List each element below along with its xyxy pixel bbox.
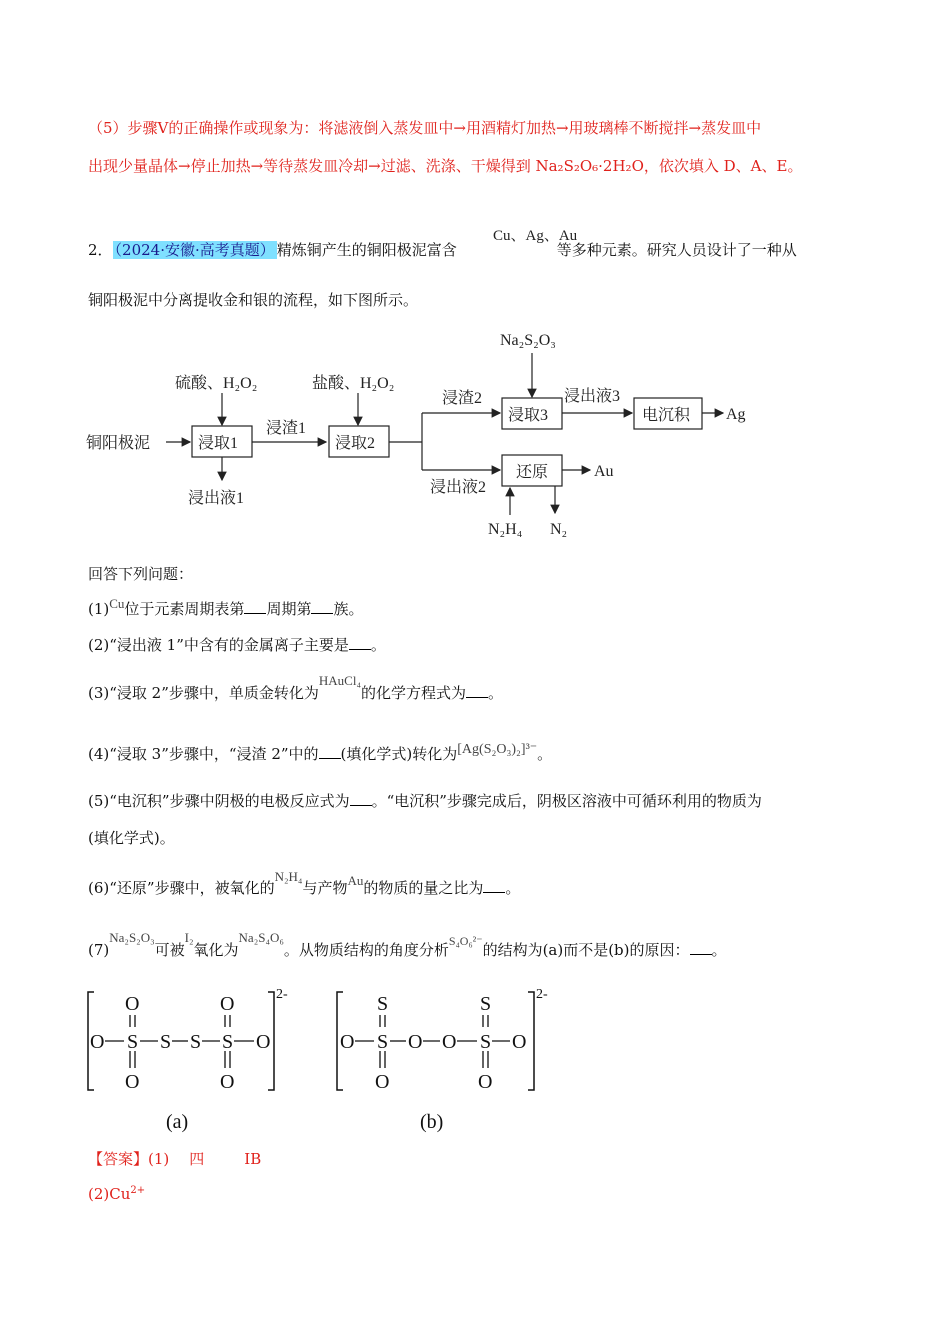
svg-text:S: S <box>222 1031 234 1053</box>
flow-branch-down: 浸出液2 <box>430 479 487 496</box>
q3-formula: HAuCl₄ <box>318 673 361 688</box>
svg-text:O: O <box>375 1071 390 1093</box>
q7-end: 。 <box>711 941 727 959</box>
q1-blank-period[interactable] <box>244 599 266 614</box>
elements-formula: Cu、Ag、Au <box>493 228 578 244</box>
question-7 <box>88 930 727 961</box>
charge-a: 2- <box>276 987 288 1002</box>
svg-text:O: O <box>90 1031 105 1053</box>
answer-1-period: 四 <box>189 1150 205 1168</box>
flow-branch-up: 浸渣2 <box>442 390 483 407</box>
svg-text:O: O <box>125 993 140 1015</box>
step5-line2-prefix: 出现少量晶体→停止加热→等待蒸发皿冷却→过滤、洗涤、干燥得到 <box>88 157 536 175</box>
q4-blank[interactable] <box>319 744 341 759</box>
svg-text:O: O <box>125 1071 140 1093</box>
svg-text:S: S <box>127 1031 139 1053</box>
structure-diagrams <box>80 982 580 1137</box>
svg-text:S: S <box>480 1031 492 1053</box>
q7-text-c: 氧化为 <box>193 941 239 959</box>
q5-text-a: (5)“电沉积”步骤中阴极的电极反应式为 <box>88 792 350 810</box>
flow-box5: 还原 <box>516 464 549 481</box>
question-3 <box>88 673 504 704</box>
answer-2-charge: 2+ <box>130 1185 146 1196</box>
structure-b <box>340 993 526 1093</box>
q1-element: Cu <box>109 596 125 611</box>
answer-2: (2)Cu <box>88 1185 131 1203</box>
step5-formula: Na₂S₂O₆·2H₂O <box>535 157 644 175</box>
questions-header: 回答下列问题： <box>88 565 194 583</box>
q1-text-b: 位于元素周期表第 <box>124 600 245 618</box>
q5-text-b: 。“电沉积”步骤完成后，阴极区溶液中可循环利用的物质为 <box>371 792 762 810</box>
flow-box4: 电沉积 <box>642 407 691 424</box>
step5-line1: （5）步骤Ⅴ的正确操作或现象为：将滤液倒入蒸发皿中→用酒精灯加热→用玻璃棒不断搅拌→蒸发皿中 <box>88 119 762 137</box>
flow-arrow34: 浸出液3 <box>564 388 621 405</box>
svg-text:S: S <box>160 1031 172 1053</box>
q7-text-b: 可被 <box>154 941 185 959</box>
flow-reagent1: 硫酸、H₂O₂ <box>175 375 258 392</box>
flow-product-ag: Ag <box>726 406 746 423</box>
q5-blank-1[interactable] <box>350 791 372 806</box>
step5-line2 <box>88 156 802 176</box>
answer-1-group: ⅠB <box>244 1150 262 1168</box>
charge-b: 2- <box>536 987 548 1002</box>
question-5 <box>88 791 762 811</box>
q4-formula: [Ag(S₂O₃)₂]³⁻ <box>457 742 538 757</box>
svg-text:S: S <box>190 1031 202 1053</box>
flow-box3: 浸取3 <box>508 407 549 424</box>
flow-out1: 浸出液1 <box>188 490 245 507</box>
svg-text:O: O <box>256 1031 271 1053</box>
svg-text:S: S <box>377 993 389 1015</box>
flow-product-au: Au <box>594 463 614 480</box>
q3-blank[interactable] <box>466 683 488 698</box>
q3-text-a: (3)“浸取 2”步骤中，单质金转化为 <box>88 684 319 702</box>
q6-end: 。 <box>505 879 521 897</box>
flow-reagent2: 盐酸、H₂O₂ <box>312 375 395 392</box>
flow-gas5: N₂ <box>550 521 568 538</box>
answer-1-number: (1) <box>148 1150 170 1168</box>
svg-text:S: S <box>480 993 492 1015</box>
svg-text:O: O <box>340 1031 355 1053</box>
q7-formula-1: Na₂S₂O₃ <box>109 930 155 945</box>
q4-text-a: (4)“浸取 3”步骤中，“浸渣 2”中的 <box>88 745 319 763</box>
structure-a <box>90 993 270 1093</box>
q3-end: 。 <box>488 684 504 702</box>
q7-formula-4: S₄O₆²⁻ <box>448 934 483 948</box>
question-number: 2． <box>88 241 113 259</box>
svg-text:O: O <box>220 993 235 1015</box>
svg-text:O: O <box>408 1031 423 1053</box>
q4-text-b: (填化学式)转化为 <box>340 745 458 763</box>
svg-text:O: O <box>220 1071 235 1093</box>
q6-formula-2: Au <box>347 873 364 888</box>
flow-arrow12: 浸渣1 <box>266 420 307 437</box>
q6-blank[interactable] <box>483 878 505 893</box>
svg-text:S: S <box>377 1031 389 1053</box>
q7-blank[interactable] <box>690 940 712 955</box>
flow-box1: 浸取1 <box>198 435 239 452</box>
q6-text-c: 的物质的量之比为 <box>363 879 484 897</box>
answer-label: 【答案】 <box>88 1150 149 1168</box>
flow-start: 铜阳极泥 <box>86 435 151 452</box>
intro-a: 精炼铜产生的铜阳极泥富含 <box>276 241 457 259</box>
step5-line2-suffix: ，依次填入 D、A、E。 <box>643 157 803 175</box>
q1-blank-group[interactable] <box>311 599 333 614</box>
question-4 <box>88 744 552 766</box>
q4-end: 。 <box>537 745 553 763</box>
svg-text:O: O <box>512 1031 527 1053</box>
flow-reagent5: N₂H₄ <box>488 521 523 538</box>
q2-blank[interactable] <box>349 635 371 650</box>
q2-text: (2)“浸出液 1”中含有的金属离子主要是 <box>88 636 349 654</box>
process-flowchart <box>80 325 780 550</box>
question-6 <box>88 869 521 899</box>
flow-reagent3: Na₂S₂O₃ <box>500 332 556 349</box>
q6-formula-1: N₂H₄ <box>274 869 303 884</box>
question2-intro <box>88 240 797 260</box>
q7-number: (7) <box>88 941 110 959</box>
label-a: (a) <box>166 1111 189 1133</box>
question-1 <box>88 596 364 620</box>
svg-text:O: O <box>478 1071 493 1093</box>
intro-line2: 铜阳极泥中分离提收金和银的流程，如下图所示。 <box>88 291 419 309</box>
q5-line2: (填化学式)。 <box>88 829 175 847</box>
label-b: (b) <box>420 1111 444 1133</box>
source-tag[interactable]: （2024·安徽·高考真题） <box>114 241 275 259</box>
flow-box2: 浸取2 <box>335 435 376 452</box>
q1-text-d: 族。 <box>333 600 364 618</box>
q7-text-d: 。从物质结构的角度分析 <box>283 941 449 959</box>
answer-line1 <box>88 1149 261 1169</box>
answer-line2 <box>88 1184 145 1204</box>
question-2 <box>88 635 386 655</box>
q7-formula-3: Na₂S₄O₆ <box>238 930 284 945</box>
q7-text-e: 的结构为(a)而不是(b)的原因： <box>482 941 690 959</box>
intro-b: 等多种元素。研究人员设计了一种从 <box>556 241 797 259</box>
q3-text-b: 的化学方程式为 <box>361 684 467 702</box>
svg-text:O: O <box>442 1031 457 1053</box>
q7-formula-2: I₂ <box>184 930 194 945</box>
q1-text-c: 周期第 <box>266 600 312 618</box>
q2-end: 。 <box>370 636 386 654</box>
q6-text-b: 与产物 <box>302 879 348 897</box>
q6-text-a: (6)“还原”步骤中，被氧化的 <box>88 879 275 897</box>
question-5-line2 <box>88 828 175 848</box>
q1-number: (1) <box>88 600 110 618</box>
